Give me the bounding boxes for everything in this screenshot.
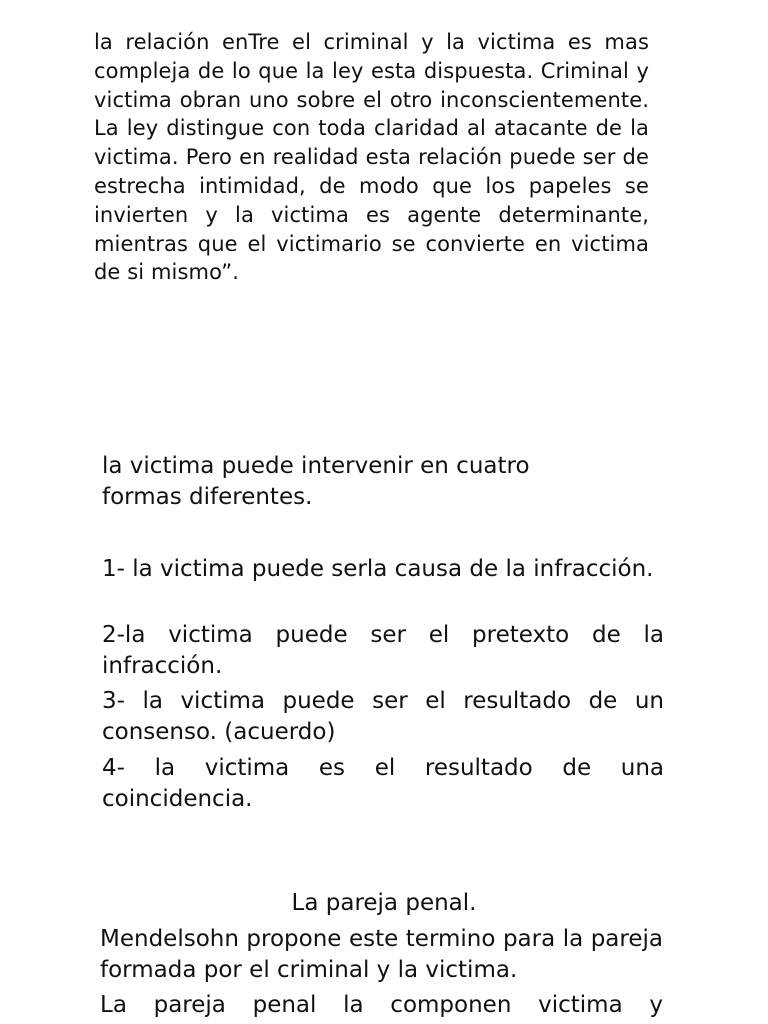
list-item: 2-la victima puede ser el pretexto de la infracción. xyxy=(102,622,664,679)
body-paragraph-pareja-penal: La pareja penal la componen victima y xyxy=(100,992,663,1018)
intro-paragraph: la victima puede intervenir en cuatro formas diferentes. xyxy=(102,453,530,510)
body-paragraph-relation: la relación enTre el criminal y la victima es mas compleja de lo que la ley esta dispuesta. Criminal y victima obran uno sobre el otro inconscientemente. La ley distingue con toda claridad al atacante de la victima. Pero en realidad esta relación puede ser de estrecha intimidad, de modo que los papeles se invierten y la victima es agente determinante, mientras que el victimario se convierte en victima de si mismo”. xyxy=(94,30,649,285)
list-item: 1- la victima puede serla causa de la infracción. xyxy=(102,556,654,582)
body-paragraph-mendelsohn: Mendelsohn propone este termino para la pareja formada por el criminal y la victima. xyxy=(100,926,663,983)
list-item: 3- la victima puede ser el resultado de un consenso. (acuerdo) xyxy=(102,688,664,745)
list-item: 4- la victima es el resultado de una coincidencia. xyxy=(102,755,664,812)
section-heading: La pareja penal. xyxy=(291,890,477,916)
